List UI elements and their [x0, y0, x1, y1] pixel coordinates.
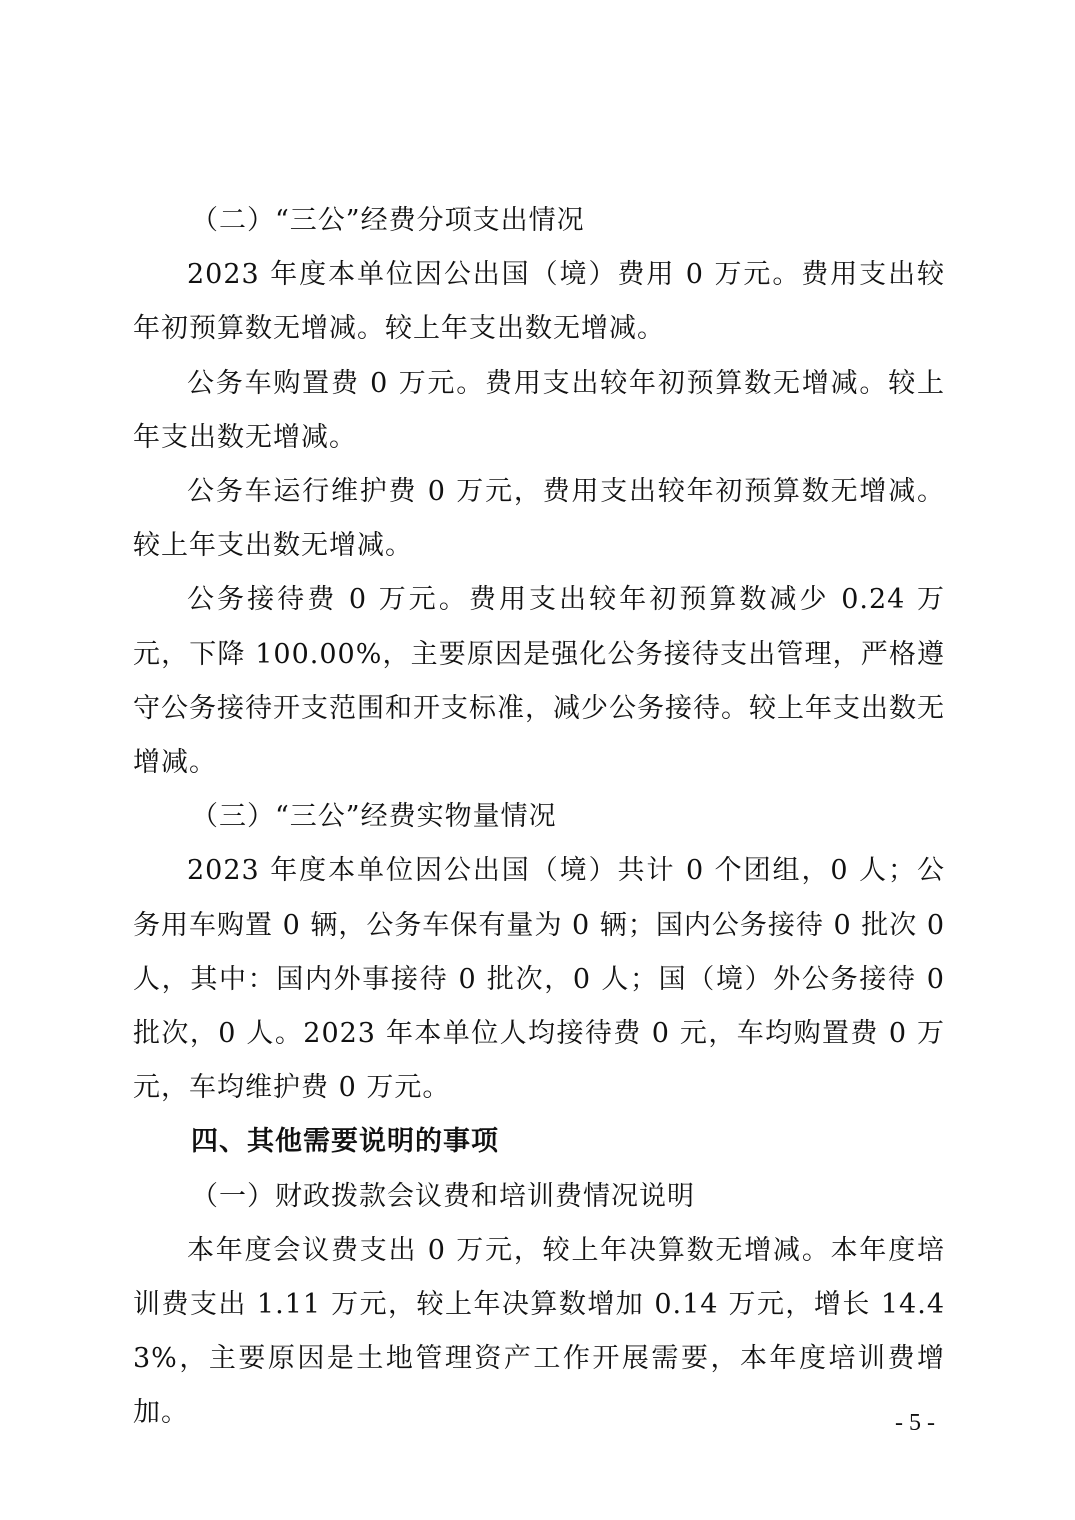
paragraph-meeting-training: 本年度会议费支出 0 万元，较上年决算数无增减。本年度培训费支出 1.11 万元，较上年决算数增加 0.14 万元，增长 14.43%，主要原因是土地管理资产工作开展需要，本年度培训费增加。 [133, 1234, 945, 1429]
document-body [133, 194, 945, 1441]
section-heading-meeting-training: （一）财政拨款会议费和培训费情况说明 [191, 1180, 695, 1212]
paragraph-car-purchase: 公务车购置费 0 万元。费用支出较年初预算数无增减。较上年支出数无增减。 [133, 367, 945, 453]
paragraph-reception-expense: 公务接待费 0 万元。费用支出较年初预算数减少 0.24 万元，下降 100.00%，主要原因是强化公务接待支出管理，严格遵守公务接待开支范围和开支标准，减少公务接待。较上年支出数无增减。 [133, 584, 945, 779]
page-number: - 5 - [895, 1410, 935, 1436]
chapter-heading-other-matters: 四、其他需要说明的事项 [191, 1126, 499, 1158]
paragraph-car-maintenance: 公务车运行维护费 0 万元，费用支出较年初预算数无增减。较上年支出数无增减。 [133, 476, 945, 562]
paragraph-abroad-expense: 2023 年度本单位因公出国（境）费用 0 万元。费用支出较年初预算数无增减。较上年支出数无增减。 [133, 259, 945, 345]
section-heading-three-public-physical: （三）“三公”经费实物量情况 [191, 801, 557, 833]
section-heading-three-public-itemized: （二）“三公”经费分项支出情况 [191, 205, 585, 236]
paragraph-physical-quantities: 2023 年度本单位因公出国（境）共计 0 个团组，0 人；公务用车购置 0 辆，公务车保有量为 0 辆；国内公务接待 0 批次 0 人，其中：国内外事接待 0 批次，0 人；国（境）外公务接待 0 批次，0 人。2023 年本单位人均接待费 0 元，车均购置费 0 万元，车均维护费 0 万元。 [133, 855, 945, 1104]
